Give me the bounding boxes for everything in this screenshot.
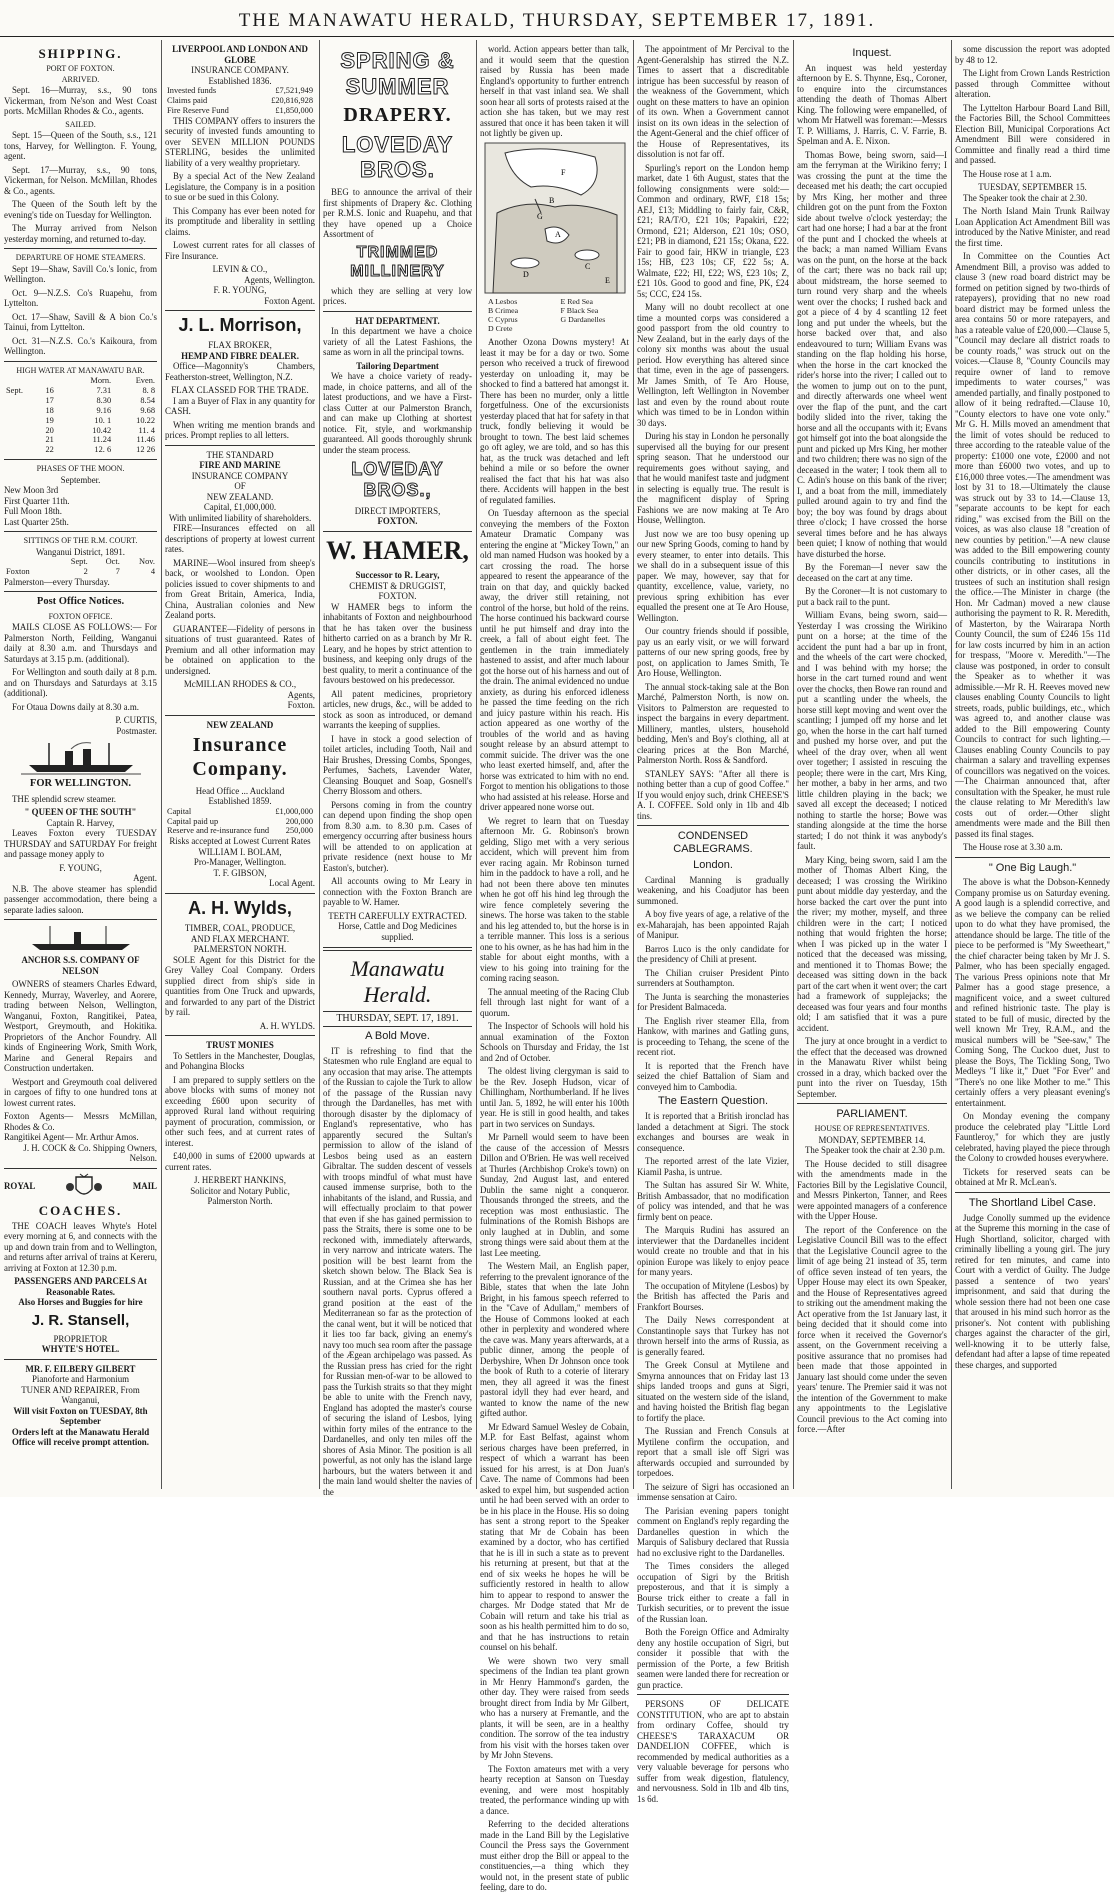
cable-item: The Chilian cruiser President Pinto surrenders at Southampton.	[637, 967, 789, 989]
inquest-text: Thomas Bowe, being sworn, said—I am the ferryman at the Wirikino ferry; I was crossing the punt at the time the deceased met his death; the cart occupied by Mrs King, her mother and three children got on the punt from the Foxton side about twelve o'clock yesterday; the cart had one horse; I had a bar at the front of the punt and I chocked the wheels at the back; a man named William Evans was on the punt, on the horse at the back of the cart; there was no back rail up; about midstream, the horse seemed to turn round very sharp and the wheels went over the chocks; I rushed back and got a piece of 4 by 4 scantling 12 feet long and put under the wheels, but the horse backed over that, and also endeavoured to turn; William Evans was standing on the flap holding his horse, when the horse in the cart knocked the rider's horse into the river; I called out to the women to jump out on to the punt, and directly afterwards one wheel went over the flap of the punt, and the cart bodily slided into the river, taking the horse and all the occupants with it; Evans got himself got into the boat alongside the punt and picked up Mrs King, her mother and two children; there was no sign of the deceased in the water; I took them all to C. Adin's house on this bank of the river; I, and a boat from the mill, immediately pulled around again to try and find the boy; the boy was found by drags about three o'clock; I have crossed the horse several times before and he has always been quiet; I know of nothing that would have disturbed the horse.	[797, 149, 947, 559]
direct-importers: DIRECT IMPORTERS,	[354, 505, 441, 516]
palmerston-label: PALMERSTON NORTH.	[193, 944, 287, 955]
hat-department-text: In this department we have a choice variety of all the Latest Fashions, the same as worn in all the principal towns.	[323, 326, 472, 358]
mail-label: MAIL	[132, 1181, 157, 1192]
map-label-b: B	[548, 195, 554, 205]
hamer-text: I have in stock a good selection of toilet articles, including Tooth, Nail and Hair Brushes, Dressing Combs, Sponges, Perfumes, Sachets, Lavender Water, Cleansing Bouquet and Soap, Gosnell's Cherry Blossom and others.	[323, 733, 472, 797]
royal-mail-banner	[4, 1173, 157, 1201]
article-text: The Western Mail, an English paper, referring to the prevalent ignorance of the Bible, states that when the late John Bright, in his famous speech referred to in the "Cave of Adullam," members of the House of Commons looked at each other in perplexity and wondered where the cave was. Many years afterwards, at a public dinner, among the people of Derbyshire, When Dr Johnson once took the book of Ruth to a coterie of literary men, they all agreed it was the finest pastoral idyll they had ever heard, and wanted to know the name of the new gifted author.	[480, 1261, 629, 1419]
column-2	[165, 44, 315, 1489]
legend-entry: E Red Sea	[560, 296, 593, 306]
new-zealand-banner: NEW ZEALAND	[206, 719, 274, 730]
article-text: STANLEY SAYS: "After all there is nothing better than a cup of good Coffee." If you would enjoy such, drink CHEESE'S A. I. COFFEE. Sold only in 1lb and 4lb tins.	[637, 768, 789, 821]
flax-broker: FLAX BROKER,	[208, 340, 272, 351]
article-text: Mr Parnell would seem to have been the cause of the accession of Messrs Dillon and O'Brien. He was well received at Thurles (Archbishop Croke's town) on Sunday, 2nd August last, and entered Dublin the same night a conqueror. Thousands thronged the streets, and the reception was most enthusiastic. The fulminations of the Romish Bishops are only laughed at in Dublin, and some strong things were said about them at the last Lee meeting.	[480, 1132, 629, 1258]
table-row: 21 11.24 11.46	[45, 435, 155, 445]
divider	[323, 311, 472, 312]
insurance-signature: Foxton Agent.	[264, 295, 315, 306]
cable-item: The English river steamer Ella, from Hankow, with marines and Gatling guns, is proceeding to Tehang, the scene of the recent riot.	[637, 1015, 789, 1058]
foxton-label: FOXTON.	[377, 516, 418, 527]
shipping-heading: SHIPPING.	[38, 46, 123, 61]
proprietor-label: PROPRIETOR	[53, 1333, 108, 1344]
shipping-entry: Sept. 16—Murray, s.s., 90 tons Vickerman, from Ne'son and West Coast ports. McMillan Rhodes & Co., agents.	[4, 85, 157, 117]
table-header-row: Morn. Even.	[90, 376, 155, 386]
anchor-rangitikei-agent: Rangitikei Agent— Mr. Arthur Amos.	[4, 1132, 139, 1143]
divider	[4, 591, 157, 592]
article-text: We regret to learn that on Tuesday afternoon Mr. G. Robinson's brown gelding, Sligo met with a very serious accident, which will prevent him from ever racing again. Mr Robinson turned him in the paddock to have a roll, and he had not been there above ten minutes when he got off his hind leg through the wire fence completely severing the sinews. The horse was taken to the stable and his leg attended to, but the horse is in a terrible manner. This loss is a serious one to his owner, as he has had him in the stable for about eight months, with a view to his going into training for the coming racing season.	[480, 815, 629, 984]
column-rule	[633, 40, 634, 1489]
legend-entry: D Crete	[488, 324, 513, 334]
house-heading: HOUSE OF REPRESENTATIVES.	[814, 1124, 930, 1134]
mail-notice: MAILS CLOSE AS FOLLOWS:— For Palmerston North, Feilding, Wanganui daily at 8.30 a.m. and Thursdays and Saturdays at 3.15 p.m. (additional).	[4, 622, 157, 664]
hat-department-heading: HAT DEPARTMENT.	[355, 315, 440, 326]
divider	[4, 919, 157, 920]
cable-item: The Greek Consul at Mytilene and Smyrna announces that on Friday last 13 ships landed troops and guns at Sigri, situated on the western side of the island, and having hoisted the British flag began to fortify the place.	[637, 1360, 789, 1423]
divider	[323, 531, 472, 532]
flax-merchant-label: AND FLAX MERCHANT.	[190, 933, 290, 944]
sailed-label: SAILED.	[65, 119, 96, 129]
hemp-dealer: HEMP AND FIBRE DEALER.	[181, 350, 299, 361]
article-text: Judge Conolly summed up the evidence at the Supreme this morning in the case of Hugh Shortland, solicitor, charged with criminally libelling a young girl. The jury retired for ten minutes, and came into Court with a verdict of Guilty. The Judge passed a sentence of two years' imprisonment, and said that during the whole session there had not been one case that aroused in his mind such horror as the prisoner's. Not content with publishing charges against the character of the girl, well-knowing it to be utterly false, defendant had after a lapse of time repeated these charges, and supported	[955, 1212, 1110, 1370]
map-label-g: G	[536, 211, 543, 221]
court-note: Palmerston—every Thursday.	[4, 576, 110, 587]
cable-item: The reported arrest of the late Vizier, Kiamil Pasha, is untrue.	[637, 1156, 789, 1177]
eastern-question-heading: The Eastern Question.	[657, 1095, 769, 1108]
moon-heading: PHASES OF THE MOON.	[36, 464, 125, 474]
legend-entry: A Lesbos	[488, 296, 518, 306]
london-heading: London.	[693, 858, 733, 871]
foxton-label: FOXTON.	[378, 591, 417, 602]
orders-note: Orders left at the Manawatu Herald Office will receive prompt attention.	[11, 1426, 150, 1448]
steamer-note: N.B. The above steamer has splendid passenger accommodation, there being a separate ladies saloon.	[4, 883, 157, 915]
legend-entry: F Black Sea	[560, 305, 599, 315]
column-4	[480, 44, 629, 1893]
article-text: IT is refreshing to find that the Statesmen who rule England are equal to any occasion that may arise. The attempts of the Russian to cajole the Turk to allow of the passage of the Russian navy through the Dardanelles, has met with thorough disaster by the diplomacy of England's representative, who has apparently secured the Sultan's permission to allow of the island of Lesbos being used as an eastern Gibraltar. The sudden descent of vessels with troops mindful of what must have caused immense surprise, both to the inhabitants of the island, and Russia, and will effectually proclaim to that power that even if she has gained permission to pass the Straits, there is some one to be reckoned with, immediately afterwards, in very narrow and intricate waters. The position will be best learnt from the sketch shown below. The Black Sea is Russian, and at the Crimea she has her southern naval ports. Cyprus offered a grand position at the east of the Mediterranean so far as the protection of the canal went, but it will be noticed that it lies too far back, giving an enemy's navy too much sea room after the passage of the Ægean archipelago was passed. As the Russian press has cried for the right for Russian men-of-war to be allowed to pass the Turkish straits so that they might be able to unite with the French navy, England has adopted the master's course of securing the island of Lesbos, lying within forty miles of the entrance to the Dardanelles, and only ten miles off the shores of Asia Minor. The position is all powerful, as not only has the island large harbours, but the waters between it and the main land would shelter the navies of the	[323, 1045, 472, 1497]
moon-phase: First Quarter 11th.	[4, 495, 70, 506]
departure-entry: Sept 19—Shaw, Savill Co.'s Ionic, from Wellington.	[4, 263, 157, 285]
settlers-text: To Settlers in the Manchester, Douglas, and Pohangina Blocks	[165, 1050, 315, 1072]
whyte-hotel: WHYTE'S HOTEL.	[41, 1344, 120, 1355]
divider	[4, 531, 157, 532]
shortland-heading: The Shortland Libel Case.	[968, 1196, 1097, 1209]
loveday-prices: which they are selling at very low prices.	[323, 285, 472, 307]
inquest-text: William Evans, being sworn, said—Yesterday I was crossing the Wirikino punt on a horse; at the time of the accident the punt had a bar up in front, and the wheels of the cart were chocked, and I was behind with my horse; the horse in the cart turned round and went over the chocks, then Bowe ran round and put a scantling under the wheels, the horse still kept moving and went over the scantling; I jumped off my horse and let go, when the horse in the cart half turned and pushed my horse over, and put the wheel of the dray over, when all went over together; I assisted in rescuing the people; there were in the cart, Mrs King, her mother, a baby in her arms, and two little children playing in the back; we saved all except the deceased; I noticed nothing to startle the horse; Bowe was standing alongside at the time the horse started; I do not think it was anybody's fault.	[797, 610, 947, 852]
masthead: THE MANAWATU HERALD, THURSDAY, SEPTEMBER 17, 1891.	[0, 6, 1114, 37]
anchor-foxton-agents: Foxton Agents— Messrs McMillan, Rhodes & Co.	[4, 1111, 157, 1132]
moon-phase: Last Quarter 25th.	[4, 516, 69, 527]
hamer-name: W. HAMER,	[326, 535, 469, 565]
article-text: On Tuesday afternoon as the special conveying the members of the Foxton Amateur Dramatic Company was entering the engine at "Mickey Town," an old man named Hudson was hooked by a cart crossing the road. The horse appeared to resent the appearance of the train on that day, and quickly backed away, the driver still retaining, not control of the horse, but hold of the reins. The horse continued his backward course until he put himself and dray into the creek, a fall of about eight feet. The gentlemen in the train immediately hastened to assist, and after much labour got the horse out of his harness and out of the drain. The animal evidenced no undue anxiety, as during his enforced idleness he passed the time feeding on the rich and juicy pasture within his reach. His action appeared as one worthy of the troubles of the world and as having sought release by an absurd attempt to commit suicide. The driver was the one who least exerted himself, and, after the horse was extricated to him with no end. Forgot to mention his obligations to those who had assisted at his release. Horse and driver appeared none worse out.	[480, 508, 629, 813]
article-text: Spurling's report on the London hemp market, date 1 6th August, states that the following consignments were sold:—Common and ordinary, RWF, £18 15s; AEJ, £13; Middling to fairly fair, C&R, £21; RA/T/O, £21 10s; Papakiri, £22; Ormond, £21; Alderson, £21 10s; OSO, £21; PB in diamond, £21 15s; Okana, £22. Fair to good fair, HKW in triangle, £23 15s; HB, £23 10s; CF, £22 5s; A. Walmate, £22; HI, £22; WS, £23 10s; Z, £21 10s. Good to good and fine, PK, £24 5s; CCC, £24 15s.	[637, 162, 789, 299]
big-laugh-heading: " One Big Laugh."	[988, 861, 1077, 874]
agent-signature: McMILLAN RHODES & CO.,	[183, 679, 297, 690]
column-1	[4, 44, 157, 1489]
head-office: Head Office ... Auckland	[195, 785, 285, 796]
departure-entry: Oct. 9—N.Z.S. Co's Ruapehu, from Lyttelton.	[4, 287, 157, 309]
article-text: The annual stock-taking sale at the Bon Marché, Palmerston North, is now on. Visitors to Palmerston are requested to inspect the bargains in every department. Millinery, mantles, ulsters, household bedding, Men's and Boy's clothing, all at clearing prices at the Bon Marché, Palmerston North. Ross & Sandford.	[637, 681, 789, 765]
guarantee-text: GUARANTEE—Fidelity of persons in situations of trust guaranteed. Rates of Premium and all other information may be obtained on application to the undersigned.	[165, 623, 315, 676]
insurance-title: LIVERPOOL AND LONDON AND GLOBE	[172, 44, 308, 65]
post-office-heading: Post Office Notices.	[36, 596, 125, 608]
divider	[637, 1694, 789, 1695]
table-header-row: Sept. Oct. Nov.	[70, 557, 155, 567]
divider	[797, 1103, 947, 1104]
parliament-text: The House rose at 3.30 a.m.	[963, 842, 1063, 852]
table-row: 20 10.42 11. 4	[45, 425, 155, 435]
newspaper-title: Manawatu Herald.	[350, 956, 445, 1008]
successor-label: Successor to R. Leary,	[355, 570, 440, 581]
established-label: Established 1859.	[208, 796, 272, 807]
insurance-text: Lowest current rates for all classes of Fire Insurance.	[165, 240, 315, 261]
table-row: Foxton 2 7 4	[6, 567, 155, 577]
divider	[637, 825, 789, 826]
parliament-text: some discussion the report was adopted by 48 to 12.	[955, 44, 1110, 65]
high-water-heading: HIGH WATER AT MANAWATU BAR.	[16, 365, 145, 375]
article-text: Many will no doubt recollect at one time a mounted corps was considered a good passport from the old country to New Zealand, but in the early days of the colony six months was about the usual period. How everything has altered since that time, even in the age of passengers. Mr James Smith, of Te Aro House, Wellington, left Wellington in November last and even by the round about route which was timed to be in London within 30 days.	[637, 302, 789, 428]
cable-item: The Marquis Rudini has assured an interviewer that the Dardanelles incident would create no trouble and that in his opinion Europe was likely to enjoy peace for many years.	[637, 1225, 789, 1278]
article-text: Just now we are too busy opening up our new Spring Goods, coming to hand by every steamer, to enter into details. This we shall do in a subsequent issue of this paper. We may, however, say that for quantity, excellence, value, variety, no previous spring exhibition has ever equalled the present one at Te Aro House, Wellington.	[637, 528, 789, 623]
table-row: Fire Reserve Fund £1,850,000	[167, 105, 313, 115]
divider	[165, 310, 315, 311]
table-row: Capital paid up 200,000	[167, 816, 313, 826]
article-text: Mr Edward Samuel Wesley de Cobain, M.P. for East Belfast, against whom serious charges have been preferred, in respect of which a warrant has been issued for his arrest, is at Don Juan's Cave. The name of Commons had been asked to expel him, but suspended action until he had been served with an order to be in his place in the House. His so doing has sent a strong report to the Speaker stating that Mr de Cobain has been examined by a doctor, who has certified that he is ill in such a state as to prevent his returning at present, but that at the end of six weeks he hopes he will be sufficiently restored in health to allow him to appear to respond to answer the charges. Mr Dodge stated that Mr de Cobain will return and take his trial as soon as his health permitted him to do so, and that he has instructions to retain counsel on his behalf.	[480, 1421, 629, 1653]
article-text: The above is what the Dobson-Kennedy Company promise us on Saturday evening. A good laugh is a splendid corrective, and as we believe the company can be relied upon to do what they have promised, the attendance should be large. The title of the piece to be performed is "My Sweetheart," the chief character being taken by Mr J. S. Palmer, who has been specially engaged. The various Press opinions note that Mr Palmer has a good stage presence, a magnificent voice, and a sweet cultured and refined histrionic taste. The play is stated to be full of music, directed by the well known Mr Trey, R.A.M., and the musical numbers will be "See-saw," The Coming Song, The Cuckoo duet, Just to please the Boys, The Tickling Song, Two Medleys "I like it," Duet "For Ever" and "There's no one like Mother to me." This certainly offers a very pleasant evening's entertainment.	[955, 877, 1110, 1108]
article-text: The annual meeting of the Racing Club fell through last night for want of a quorum.	[480, 986, 629, 1018]
moon-phase: Full Moon 18th.	[4, 506, 62, 517]
trust-monies-heading: TRUST MONIES	[206, 1040, 274, 1051]
column-3	[323, 44, 472, 1497]
departure-entry: Oct. 17—Shaw, Savill & A bion Co.'s Tainui, from Lyttelton.	[4, 311, 157, 333]
loveday-footer: LOVEDAY BROS.,	[351, 459, 444, 501]
insurance-text: By a special Act of the New Zealand Legislature, the Company is in a position to sue or be sued in this Colony.	[165, 171, 315, 203]
article-text: We were shown two very small specimens of the Indian tea plant grown in Mr Henry Hammond's garden, the other day. They were raised from seeds brought direct from India by Mr Gilbert, who has a nursery at Fremantle, and the plants, it will be seen, are in a healthy condition. The sorrow of the tea industry from his visit with the horses taken over by Mr John Stevens.	[480, 1655, 629, 1761]
high-water-table	[4, 376, 157, 455]
departure-heading: DEPARTURE OF HOME STEAMERS.	[15, 253, 146, 263]
divider	[165, 445, 315, 446]
parliament-text: The Speaker took the chair at 2.30 p.m.	[805, 1145, 945, 1156]
column-rule	[319, 40, 320, 1489]
insurance-company-label: INSURANCE COMPANY	[191, 470, 289, 481]
column-7	[955, 44, 1110, 1489]
flax-mention: When writing me mention brands and prices. Prompt replies to all letters.	[165, 419, 315, 441]
cable-item: The occupation of Mitylene (Lesbos) by the British has affected the Paris and Frankfort Bourses.	[637, 1280, 789, 1312]
local-agent-role: Local Agent.	[269, 878, 315, 889]
arrived-label: ARRIVED.	[61, 74, 100, 84]
trust-text: £40,000 in sums of £2000 upwards at current rates.	[165, 1151, 315, 1172]
port-heading: PORT OF FOXTON.	[46, 64, 115, 74]
divider	[4, 248, 157, 249]
parliament-text: The Lyttelton Harbour Board Land Bill, the Factories Bill, the School Committees Election Bill, Municipal Corporations Act Amendment Bill were considered in Committee and finally read a third time and passed.	[955, 102, 1110, 165]
funds-table	[165, 86, 315, 116]
insurance-signature: Agents, Wellington.	[244, 274, 315, 285]
royal-label: ROYAL	[4, 1181, 36, 1192]
coaches-heading: COACHES.	[38, 1202, 123, 1218]
column-6	[797, 44, 947, 1489]
issue-date: THURSDAY, SEPT. 17, 1891.	[323, 1011, 472, 1027]
chemist-label: CHEMIST & DRUGGIST,	[349, 580, 446, 591]
article-text: On Monday evening the company produce the celebrated play "Little Lord Fauntleroy," for which they are justly celebrated, having played the piece through the Colony to crowded houses everywhere.	[955, 1111, 1110, 1164]
mail-notice: For Otaua Downs daily at 8.30 a.m.	[12, 701, 139, 712]
divider	[165, 893, 315, 894]
divider	[165, 1035, 315, 1036]
sole-agent-text: SOLE Agent for this District for the Grey Valley Coal Company. Orders supplied direct from ship's side in quantities from One Truck and upwards, and forwarded to any part of the District by rail.	[165, 954, 315, 1018]
horses-heading: Also Horses and Buggies for hire	[18, 1297, 143, 1308]
agent-name: F. YOUNG,	[59, 862, 102, 873]
insurance-text: THIS COMPANY offers to insurers the security of invested funds amounting to over SEVEN MILLION POUNDS STERLING, besides the unlimited liability of a very wealthy proprietary.	[165, 115, 315, 168]
steamship-illustration	[21, 739, 141, 775]
parliament-heading: PARLIAMENT.	[836, 1108, 908, 1121]
cable-item: The Sultan has assured Sir W. White, British Ambassador, that no modification of policy was intended, and that he was firmly bent on peace.	[637, 1180, 789, 1222]
timber-label: TIMBER, COAL, PRODUCE,	[184, 923, 296, 934]
liability-label: With unlimited liability of shareholders.	[168, 512, 312, 523]
tuner-label: TUNER AND REPAIRER, From Wanganui,	[21, 1384, 140, 1406]
coffee-ad: PERSONS OF DELICATE CONSTITUTION, who are apt to abstain from ordinary Coffee, should try CHEESE'S TARAXACUM OR DANDELION COFFEE, which is recommended by medical authorities as a very valuable beverage for persons who suffer from weak digestion, flatulency, and nervousness. Sold in 1lb and 4lb tins, 1s 6d.	[637, 1699, 789, 1804]
table-row: 17 8.30 8.54	[45, 395, 155, 405]
map-label-c: C	[584, 261, 590, 271]
coat-of-arms-icon	[64, 1173, 104, 1201]
divider	[4, 1168, 157, 1169]
capital-label: Capital, £1,000,000.	[203, 502, 277, 513]
column-rule	[793, 40, 794, 1489]
cable-item: The Daily News correspondent at Constantinople says that Turkey has not thrown herself into the arms of Russia, as is generally feared.	[637, 1315, 789, 1357]
cable-item: Barros Luco is the only candidate for the presidency of Chili at present.	[637, 943, 789, 965]
article-text: world. Action appears better than talk, and it would seem that the question raised by Russia has been made England's opportunity to further entrench herself in that vast inland sea. We shall soon hear all sorts of protests raised at the action she has taken, but we may rest assured that once it has been taken it will not lightly be given up.	[480, 44, 629, 138]
established-label: Established 1836.	[208, 75, 272, 86]
parcels-heading: PASSENGERS AND PARCELS At Reasonable Rates.	[14, 1276, 147, 1297]
anchor-company-text: Westport and Greymouth coal delivered in cargoes of fifty to one hundred tons at lowest current rates.	[4, 1076, 157, 1108]
piano-label: Pianoforte and Harmonium	[31, 1374, 130, 1385]
steamer-ad: THE splendid screw steamer.	[12, 793, 117, 804]
cable-item: Cardinal Manning is gradually weakening, and his Coadjutor has been summoned.	[637, 874, 789, 906]
cable-item: Both the Foreign Office and Admiralty deny any hostile occupation of Sigri, but consider it possible that with the permission of the Porte, a few British seamen were landed there for recreation or gun practice.	[637, 1627, 789, 1690]
agent-signature: Foxton.	[287, 700, 315, 711]
teeth-label: TEETH CAREFULLY EXTRACTED.	[328, 910, 467, 921]
trimmed-millinery-heading: TRIMMED MILLINERY	[350, 243, 445, 280]
hankins-name: J. HERBERT HANKINS,	[193, 1175, 286, 1186]
table-row: Claims paid £20,816,928	[167, 95, 313, 105]
stansell-name: J. R. Stansell,	[31, 1311, 130, 1329]
article-text: Tickets for reserved seats can be obtained at Mr R. McLean's.	[955, 1166, 1110, 1188]
table-row: 18 9.16 9.68	[45, 405, 155, 415]
parliament-text: The House rose at 1 a.m.	[963, 168, 1052, 179]
divider	[955, 857, 1110, 858]
map-label-f: F	[560, 167, 565, 177]
anchor-company-heading: ANCHOR S.S. COMPANY OF NELSON	[21, 955, 140, 976]
divider	[4, 459, 157, 460]
table-row: 19 10. 1 10.22	[45, 415, 155, 425]
of-label: OF	[234, 481, 246, 492]
cable-item: It is reported that a British ironclad has landed a detachment at Sigri. The stock exchanges and bourses are weak in consequence.	[637, 1111, 789, 1153]
coach-text: THE COACH leaves Whyte's Hotel every morning at 6, and connects with the up and down train from and to Wellington, and returns after arrival of trains at Kereru, arriving at Foxton at 12.30 p.m.	[4, 1220, 157, 1273]
new-zealand-label: NEW ZEALAND.	[206, 491, 274, 502]
hamer-text: Persons coming in from the country can depend upon finding the shop open from 8.30 a.m. to 8.30 p.m. Cases of emergency occurring after business hours will be attended to on application at private residence (next house to Mr Easton's, butcher).	[323, 799, 472, 873]
inquest-text: Mary King, being sworn, said I am the mother of Thomas Albert King, the deceased; I was crossing the Wirikino punt about middle day yesterday, and the horse backed the cart over the punt into the river; my mother, myself, and three children were in the cart; I noticed nothing that would frighten the horse; when I was picked up in the water I noticed that the deceased was missing, and mentioned it to Thomas Bowe; the deceased was sitting down in the back part of the cart when it went over; the cart had a framework of supplejacks; the deceased was four years and four months old; I am satisfied that it was a pure accident.	[797, 854, 947, 1033]
standard-label: THE STANDARD	[206, 449, 274, 460]
morrison-name: J. L. Morrison,	[178, 315, 302, 336]
inquest-text: An inquest was held yesterday afternoon by E. S. Thynne, Esq., Coroner, to enquire into the circumstances attending the death of Thomas Albert King. The following were empanelled, of whom Mr Hatwell was foreman:—Messrs T. P. Williams, J. Harris, C. V. Farrie, B. Spelman and A. E. Nixon.	[797, 62, 947, 147]
flax-buyer: I am a Buyer of Flax in any quantity for CASH.	[165, 395, 315, 417]
marine-text: MARINE—Wool insured from sheep's back, or woolshed to London. Open policies issued to cover shipments to and from Great Britain, America, India, China, Australian colonies and New Zealand ports.	[165, 557, 315, 621]
capital-table	[165, 807, 315, 837]
solicitor-label: Solicitor and Notary Public,	[190, 1185, 290, 1196]
hamer-text: All accounts owing to Mr Leary in connection with the Foxton Branch are payable to W. Hamer.	[323, 876, 472, 908]
mail-notice: For Wellington and south daily at 8 p.m. and on Thursdays and Saturdays at 3.15 (additional).	[4, 667, 157, 699]
legend-entry: C Cyprus	[488, 314, 518, 324]
cable-item: The seizure of Sigri has occasioned an immense sensation at Cairo.	[637, 1481, 789, 1503]
manager-name: WILLIAM I. BOLAM,	[198, 846, 282, 857]
inquest-text: The jury at once brought in a verdict to the effect that the deceased was drowned in the Manawatu River whilst being crossed in a dray, which backed over the punt into the river on Tuesday, 15th September.	[797, 1036, 947, 1099]
shipping-entry: Sept. 17—Murray, s.s., 90 tons, Vickerman, for Nelson. McMillan, Rhodes & Co., agents.	[4, 164, 157, 196]
insurance-company-title: Insurance Company.	[192, 734, 288, 781]
column-rule	[161, 40, 162, 1489]
table-row: Sept. 16 7.31 8. 8	[6, 385, 155, 395]
cable-item: The Junta is searching the monasteries for President Balmaceda.	[637, 991, 789, 1013]
insurance-signature: LEVIN & CO.,	[212, 264, 268, 275]
legend-entry: G Dardanelles	[560, 314, 606, 324]
article-text: Another Ozona Downs mystery! At least it may be for a day or two. Some person who received a truck of firewood yesterday on unloading it, may be shocked to find a battered hat amongst it. There has been no murder, only a little forgetfulness. One of the excursionists yesterday placed that hat for safety in that truck, fondly believing it would be brought to town. The best laid schemes go oft agley, we are told, and so has this hat, as the truck was detached and left behind a mile or so before the owner realised the fact that his hat was also there. Accidents will happen in the best of regulated families.	[480, 337, 629, 505]
tailoring-heading: Tailoring Department	[356, 360, 439, 371]
map-illustration	[485, 143, 625, 293]
tuner-visit: Will visit Foxton on TUESDAY, 8th September	[13, 1405, 148, 1427]
column-rule	[951, 40, 952, 1489]
cable-item: A boy five years of age, a relative of the ex-Maharajah, has been appointed Rajah of Manipur.	[637, 909, 789, 941]
column-5	[637, 44, 789, 1804]
table-row: Reserve and re-insurance fund 250,000	[167, 826, 313, 836]
parliament-text: The North Island Main Trunk Railway Loan Application Act Amendment Bill was introduced by the Native Minister, and read the first time.	[955, 206, 1110, 248]
postmaster-name: P. CURTIS,	[115, 715, 157, 726]
cablegrams-heading: CONDENSED CABLEGRAMS.	[673, 830, 753, 855]
parliament-text: The Speaker took the chair at 2.30.	[963, 192, 1088, 203]
parliament-text: The report of the Conference on the Legislative Council Bill was to the effect that the Legislative Council agree to the limit of age being 21 instead of 35, term of office seven instead of ten years, the Upper House may elect its own Speaker, and the House of Representatives agreed to striking out the amendment making the Act operative from the 1st January last, it being decided that it should come into force when it received the Governor's assent, on the Government receiving a positive assurance that no promises had been made that those appointed in January last should come under the seven years' tenure. The Premier said it was not the intention of the Government to make any appointments to the Legislative Council previous to the Act coming into force.—After	[797, 1224, 947, 1435]
inquest-text: By the Foreman—I never saw the deceased on the cart at any time.	[797, 562, 947, 583]
divider	[955, 1192, 1110, 1193]
article-text: During his stay in London he personally supervised all the buying for our present spring season. That he understood our requirements goes without saying, and that he would manifest taste and judgment in selecting is equally true. The result is the magnificent display of Spring Fashions we are now making at Te Aro House, Wellington.	[637, 431, 789, 525]
tuesday-heading: TUESDAY, SEPTEMBER 15.	[978, 182, 1087, 192]
local-agent-name: T. F. GIBSON,	[213, 867, 267, 878]
fire-marine-label: FIRE AND MARINE	[199, 460, 281, 471]
agent-role: Agent.	[133, 873, 157, 884]
legend-entry: B Crimea	[488, 305, 519, 315]
loveday-text: BEG to announce the arrival of their first shipments of Drapery &c. Clothing per R.M.S. Ionic and Ruapehu, and that they have opened up a Choice Assortment of	[323, 187, 472, 240]
parliament-text: The Light from Crown Lands Restriction passed through Committee without alteration.	[955, 68, 1110, 99]
inquest-heading: Inquest.	[852, 47, 892, 59]
divider	[323, 947, 472, 951]
insurance-text: This Company has ever been noted for its promptitude and liberality in settling claims.	[165, 205, 315, 237]
hamer-text: All patent medicines, proprietory articles, new drugs, &c., will be added to stock as soon as introduced, or demand warrants the keeping of supplies.	[323, 688, 472, 731]
court-subheading: Wanganui District, 1891.	[35, 546, 125, 557]
divider	[4, 361, 157, 362]
post-office-sub: FOXTON OFFICE.	[48, 611, 113, 621]
spring-summer-heading: SPRING & SUMMER	[340, 48, 455, 99]
manager-role: Pro-Manager, Wellington.	[193, 857, 287, 868]
moon-phase: New Moon 3rd	[4, 485, 59, 496]
table-row: Capital £1,000,000	[167, 806, 313, 816]
inquest-text: By the Coroner—It is not customary to put a back rail to the punt.	[797, 586, 947, 607]
cable-item: The Parisian evening papers tonight comment on England's reply regarding the Dardanelles question in which the Marquis of Salisbury declared that Russia had no exclusive right to the Dardanelles.	[637, 1505, 789, 1558]
article-text: The oldest living clergyman is said to be the Rev. Joseph Hudson, vicar of Chillingham, Northumberland. If he lives until Jan. 5, 1892, he will enter his 100th year. He is still in good health, and takes part in two services on Sundays.	[480, 1066, 629, 1129]
departure-entry: Oct. 31—N.Z.S. Co.'s Kaikoura, from Wellington.	[4, 335, 157, 357]
loveday-heading: LOVEDAY BROS.	[341, 131, 454, 183]
trust-text: I am prepared to supply settlers on the above blocks with sums of money not exceeding £600 upon security of approved Rural land without requiring payment of procuration, commission, or other such fees, and at current rates of interest.	[165, 1074, 315, 1148]
cable-item: The Russian and French Consuls at Mytilene confirm the occupation, and report that a small isle off Sigri was afterwards occupied and surrounded by torpedoes.	[637, 1426, 789, 1479]
wylds-signature: A. H. WYLDS.	[259, 1020, 315, 1031]
ship-name: " QUEEN OF THE SOUTH"	[24, 807, 137, 818]
fire-text: FIRE—Insurances effected on all descriptions of property at lowest current rates.	[165, 523, 315, 555]
table-row: 22 12. 6 12 26	[45, 445, 155, 455]
flax-classed: FLAX CLASSED FOR THE TRADE.	[171, 385, 309, 396]
cable-item: The Times considers the alleged occupation of Sigri by the British preposterous, and that it is simply a Bourse trick either to create a fall in Turkish securities, or to prevent the issue of the Russian loan.	[637, 1561, 789, 1624]
article-text: The Foxton amateurs met with a very hearty reception at Sanson on Tuesday evening, and were most hospitably treated, the performance winding up with a dance.	[480, 1763, 629, 1816]
parliament-text: In Committee on the Counties Act Amendment Bill, a proviso was added to clause 3 (new road board district may be formed on petition signed by two-thirds of ratepayers), providing that no new road board district may be formed unless the area contains 50 or more ratepayers, and has a rateable value of £20,000.—Clause 5, "Council may declare all district roads to be county roads," was struck out on the voices.—Clause 8, "County Councils may require owner of land to remove impediments to water courses," was amended partially, and finally postponed to allow of it being redrafted.—Clause 10, "County electors to have one vote only." Mr G. H. Mills moved an amendment that the limit of votes should be reduced to three according to the rateable value of the property: £1000 one vote, £2000 and not more than £6000 two votes, and up to £16,000 three votes.—The amendment was lost by 31 to 18.—Ultimately the clause was struck out by 33 to 14.—Clause 13, "separate accounts to be kept for each riding," was excised from the Bill on the voices, as was also clause 18 "creation of new counties by petition."—A new clause was added to the Bill empowering county councils contributing to institutions in other districts, or in other cases, all the trustees of such an institution shall resign the office.—The Minister in charge (the Hon. Mr Cadman) moved a new clause authorising the payment to R. R. Meredith, of Masterton, by the Wairarapa North County Council, the sum of £246 15s 11d for law costs incurred by him in an action for trespass, "Moore v. Meredith."—The clause was postponed, in order to consult the Speaker as to whether it was admissible.—Mr R. H. Reeves moved new clauses enabling County Councils to light streets, roads, public buildings, etc., which was agreed to, and another clause was added to the Bill empowering County Councils to contract for such lighting.—Clauses enabling County Councils to pay chairman a salary and travelling expenses of councillors was negatived on the voices.—The Chairman announced that, after consultation with the Speaker, he must rule the clause relating to Mr Meredith's law costs out of order.—Other slight amendments were made and the Bill then passed its final stages.	[955, 251, 1110, 839]
tailoring-text: We have a choice variety of ready-made, in choice patterns, and all of the latest productions, and we have a First-class Cutter at our Palmerston Branch, and can make up Clothing at shortest notice. Fit, style, and workmanship guaranteed. All goods thoroughly shrunk under the steam process.	[323, 371, 472, 455]
anchor-company-text: OWNERS of steamers Charles Edward, Kennedy, Murray, Waverley, and Aorere, trading between Nelson, Wellington, Wanganui, Foxton, Rangitikei, Patea, Westport, Greymouth, and Hokitika. Proprietors of the Anchor Foundry. All kinds of Engineering Work, Smith Work, Marine and General Repairs and Construction undertaken.	[4, 979, 157, 1074]
hamer-text: W HAMER begs to inform the inhabitants of Foxton and neighbourhood that he has taken over the business hitherto carried on as a branch by Mr R. Leary, and he hopes by strict attention to business, and keeping only drugs of the best quality, to merit a continuance of the favours bestowed on his predecessor.	[323, 601, 472, 686]
article-text: The Inspector of Schools will hold his annual examination of the Foxton Schools on Thursday and Friday, the 1st and 2nd of October.	[480, 1021, 629, 1063]
anchor-steamer-illustration	[26, 924, 136, 952]
anchor-signature: J. H. COCK & Co. Shipping Owners, Nelson.	[23, 1142, 157, 1164]
article-text: The appointment of Mr Percival to the Agent-Generalship has stirred the N.Z. Times to assert that a discreditable intrigue has been successful by reason of the weakness of the Government, which ought on these matters to have an opinion of its own. When a Government cannot insist on its own ideas in the selection of the Agent-General and the chief officer of the House of Representatives, its dissolution is not far off.	[637, 44, 789, 159]
map-label-d: D	[522, 269, 529, 279]
map-label-e: E	[604, 275, 610, 285]
divider	[4, 1359, 157, 1360]
divider	[165, 715, 315, 716]
shipping-note: The Murray arrived from Nelson yesterday morning, and returned to-day.	[4, 223, 157, 244]
column-rule	[476, 40, 477, 1489]
article-text: Our country friends should if possible, pay us an early visit, or we will forward patterns of our new spring goods, free by post, on application to James Smith, Te Aro House, Wellington.	[637, 626, 789, 678]
shipping-entry: Sept. 15—Queen of the South, s.s., 121 tons, Harvey, for Wellington. F. Young, agent.	[4, 130, 157, 162]
palmerston-label: Palmerston North.	[207, 1196, 273, 1207]
insurance-subtitle: INSURANCE COMPANY.	[191, 65, 289, 75]
agent-signature: Agents,	[287, 689, 315, 700]
legend-entry	[561, 324, 630, 333]
insurance-signature: F. R. YOUNG,	[213, 285, 267, 296]
monday-heading: MONDAY, SEPTEMBER 14.	[818, 1134, 926, 1145]
risks-label: Risks accepted at Lowest Current Rates	[169, 836, 311, 847]
court-heading: SITTINGS OF THE R.M. COURT.	[23, 536, 138, 546]
drapery-heading: DRAPERY.	[343, 103, 452, 126]
horse-medicines: Horse, Cattle and Dog Medicines supplied.	[338, 921, 457, 942]
shipping-note: The Queen of the South left by the evening's tide on Tuesday for Wellington.	[4, 199, 157, 220]
table-row: Invested funds £7,521,949	[167, 86, 313, 95]
wylds-name: A. H. Wylds,	[188, 897, 292, 918]
cable-item: It is reported that the French have seized the chief Battalion of Siam and conveyed him to Cambodia.	[637, 1060, 789, 1092]
wellington-heading: FOR WELLINGTON.	[29, 778, 132, 790]
court-table	[4, 557, 157, 577]
parliament-text: The House decided to still disagree with the amendments made in the Factories Bill by the Legislative Council, and Messrs Pinkerton, Tanner, and Rees were appointed managers of a conference with the Upper House.	[797, 1158, 947, 1222]
morrison-office: Office—Magonnity's Chambers, Featherston-street, Wellington, N.Z.	[165, 361, 315, 382]
moon-month: September.	[60, 474, 101, 485]
steamer-ad: Leaves Foxton every TUESDAY THURSDAY and SATURDAY For freight and passage money apply to	[4, 828, 157, 860]
postmaster-role: Postmaster.	[116, 725, 157, 736]
map-label-a: A	[554, 229, 561, 239]
gilbert-name: MR. F. EILBERY GILBERT	[25, 1363, 136, 1374]
map-legend	[488, 297, 629, 334]
article-title: A Bold Move.	[365, 1030, 430, 1042]
article-text: Referring to the decided alterations made in the Land Bill by the Legislative Council the Press says the Government must either drop the Bill or appeal to the constituencies,—a thing which they would not, in the present state of public feeling, dare to do.	[480, 1819, 629, 1893]
captain-name: Captain R. Harvey,	[46, 817, 115, 828]
